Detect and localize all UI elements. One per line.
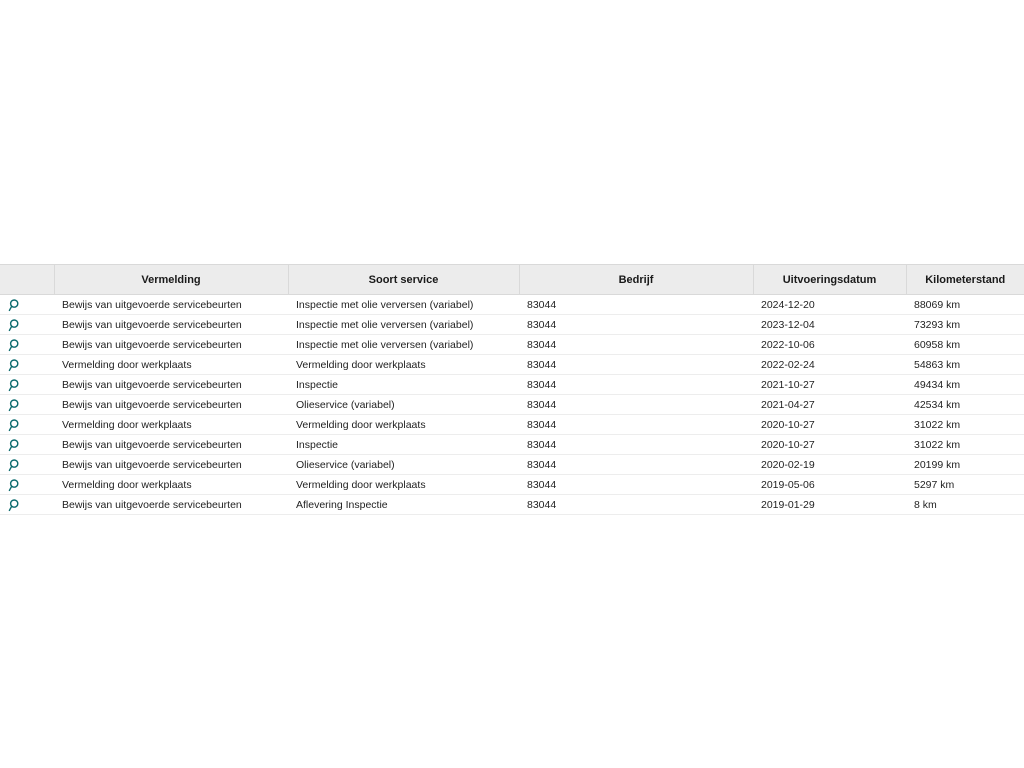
cell-soort-service: Inspectie bbox=[288, 435, 519, 455]
cell-bedrijf: 83044 bbox=[519, 335, 753, 355]
search-icon[interactable] bbox=[8, 438, 22, 452]
table-row[interactable] bbox=[0, 315, 1024, 335]
cell-bedrijf: 83044 bbox=[519, 455, 753, 475]
table-header-row bbox=[0, 265, 1024, 295]
cell-soort-service: Vermelding door werkplaats bbox=[288, 355, 519, 375]
cell-soort-service: Aflevering Inspectie bbox=[288, 495, 519, 515]
cell-uitvoeringsdatum: 2021-04-27 bbox=[753, 395, 906, 415]
cell-bedrijf: 83044 bbox=[519, 315, 753, 335]
cell-bedrijf: 83044 bbox=[519, 495, 753, 515]
cell-kilometerstand: 8 km bbox=[906, 495, 1024, 515]
search-icon[interactable] bbox=[8, 318, 22, 332]
cell-vermelding: Vermelding door werkplaats bbox=[54, 415, 288, 435]
column-header-bedrijf: Bedrijf bbox=[519, 265, 753, 295]
row-detail-button[interactable] bbox=[0, 495, 54, 515]
table-body bbox=[0, 295, 1024, 515]
search-icon[interactable] bbox=[8, 378, 22, 392]
search-icon[interactable] bbox=[8, 458, 22, 472]
search-icon[interactable] bbox=[8, 338, 22, 352]
cell-vermelding: Bewijs van uitgevoerde servicebeurten bbox=[54, 315, 288, 335]
cell-soort-service: Olieservice (variabel) bbox=[288, 455, 519, 475]
cell-vermelding: Bewijs van uitgevoerde servicebeurten bbox=[54, 295, 288, 315]
cell-uitvoeringsdatum: 2023-12-04 bbox=[753, 315, 906, 335]
search-icon[interactable] bbox=[8, 358, 22, 372]
cell-kilometerstand: 42534 km bbox=[906, 395, 1024, 415]
search-icon[interactable] bbox=[8, 498, 22, 512]
cell-soort-service: Inspectie met olie verversen (variabel) bbox=[288, 335, 519, 355]
cell-uitvoeringsdatum: 2019-05-06 bbox=[753, 475, 906, 495]
cell-kilometerstand: 5297 km bbox=[906, 475, 1024, 495]
row-detail-button[interactable] bbox=[0, 455, 54, 475]
table-row[interactable] bbox=[0, 355, 1024, 375]
cell-bedrijf: 83044 bbox=[519, 435, 753, 455]
row-detail-button[interactable] bbox=[0, 295, 54, 315]
cell-uitvoeringsdatum: 2020-10-27 bbox=[753, 435, 906, 455]
cell-soort-service: Inspectie met olie verversen (variabel) bbox=[288, 315, 519, 335]
row-detail-button[interactable] bbox=[0, 475, 54, 495]
column-header-kilometerstand: Kilometerstand bbox=[906, 265, 1024, 295]
cell-kilometerstand: 49434 km bbox=[906, 375, 1024, 395]
cell-kilometerstand: 31022 km bbox=[906, 435, 1024, 455]
row-detail-button[interactable] bbox=[0, 395, 54, 415]
search-icon[interactable] bbox=[8, 398, 22, 412]
cell-kilometerstand: 54863 km bbox=[906, 355, 1024, 375]
cell-soort-service: Vermelding door werkplaats bbox=[288, 415, 519, 435]
cell-bedrijf: 83044 bbox=[519, 415, 753, 435]
cell-vermelding: Vermelding door werkplaats bbox=[54, 355, 288, 375]
cell-uitvoeringsdatum: 2020-02-19 bbox=[753, 455, 906, 475]
cell-vermelding: Bewijs van uitgevoerde servicebeurten bbox=[54, 495, 288, 515]
cell-soort-service: Inspectie bbox=[288, 375, 519, 395]
table-row[interactable] bbox=[0, 415, 1024, 435]
row-detail-button[interactable] bbox=[0, 375, 54, 395]
table-row[interactable] bbox=[0, 335, 1024, 355]
table-row[interactable] bbox=[0, 395, 1024, 415]
cell-uitvoeringsdatum: 2024-12-20 bbox=[753, 295, 906, 315]
service-history-table bbox=[0, 264, 1024, 515]
table-row[interactable] bbox=[0, 295, 1024, 315]
table-row[interactable] bbox=[0, 455, 1024, 475]
column-header-icon bbox=[0, 265, 54, 295]
cell-bedrijf: 83044 bbox=[519, 395, 753, 415]
row-detail-button[interactable] bbox=[0, 415, 54, 435]
search-icon[interactable] bbox=[8, 418, 22, 432]
cell-uitvoeringsdatum: 2022-02-24 bbox=[753, 355, 906, 375]
cell-soort-service: Olieservice (variabel) bbox=[288, 395, 519, 415]
cell-uitvoeringsdatum: 2022-10-06 bbox=[753, 335, 906, 355]
service-history-panel bbox=[0, 264, 1024, 515]
cell-bedrijf: 83044 bbox=[519, 375, 753, 395]
cell-uitvoeringsdatum: 2019-01-29 bbox=[753, 495, 906, 515]
column-header-uitvoeringsdatum: Uitvoeringsdatum bbox=[753, 265, 906, 295]
cell-soort-service: Inspectie met olie verversen (variabel) bbox=[288, 295, 519, 315]
cell-kilometerstand: 20199 km bbox=[906, 455, 1024, 475]
cell-vermelding: Bewijs van uitgevoerde servicebeurten bbox=[54, 335, 288, 355]
cell-vermelding: Vermelding door werkplaats bbox=[54, 475, 288, 495]
row-detail-button[interactable] bbox=[0, 315, 54, 335]
search-icon[interactable] bbox=[8, 478, 22, 492]
cell-kilometerstand: 88069 km bbox=[906, 295, 1024, 315]
search-icon[interactable] bbox=[8, 298, 22, 312]
cell-soort-service: Vermelding door werkplaats bbox=[288, 475, 519, 495]
cell-vermelding: Bewijs van uitgevoerde servicebeurten bbox=[54, 435, 288, 455]
table-row[interactable] bbox=[0, 475, 1024, 495]
table-row[interactable] bbox=[0, 375, 1024, 395]
row-detail-button[interactable] bbox=[0, 335, 54, 355]
cell-uitvoeringsdatum: 2020-10-27 bbox=[753, 415, 906, 435]
cell-bedrijf: 83044 bbox=[519, 355, 753, 375]
cell-kilometerstand: 31022 km bbox=[906, 415, 1024, 435]
table-row[interactable] bbox=[0, 495, 1024, 515]
row-detail-button[interactable] bbox=[0, 355, 54, 375]
cell-vermelding: Bewijs van uitgevoerde servicebeurten bbox=[54, 375, 288, 395]
table-header bbox=[0, 265, 1024, 295]
column-header-soort-service: Soort service bbox=[288, 265, 519, 295]
cell-vermelding: Bewijs van uitgevoerde servicebeurten bbox=[54, 395, 288, 415]
cell-bedrijf: 83044 bbox=[519, 295, 753, 315]
cell-kilometerstand: 73293 km bbox=[906, 315, 1024, 335]
cell-kilometerstand: 60958 km bbox=[906, 335, 1024, 355]
cell-vermelding: Bewijs van uitgevoerde servicebeurten bbox=[54, 455, 288, 475]
row-detail-button[interactable] bbox=[0, 435, 54, 455]
column-header-vermelding: Vermelding bbox=[54, 265, 288, 295]
table-row[interactable] bbox=[0, 435, 1024, 455]
cell-bedrijf: 83044 bbox=[519, 475, 753, 495]
cell-uitvoeringsdatum: 2021-10-27 bbox=[753, 375, 906, 395]
